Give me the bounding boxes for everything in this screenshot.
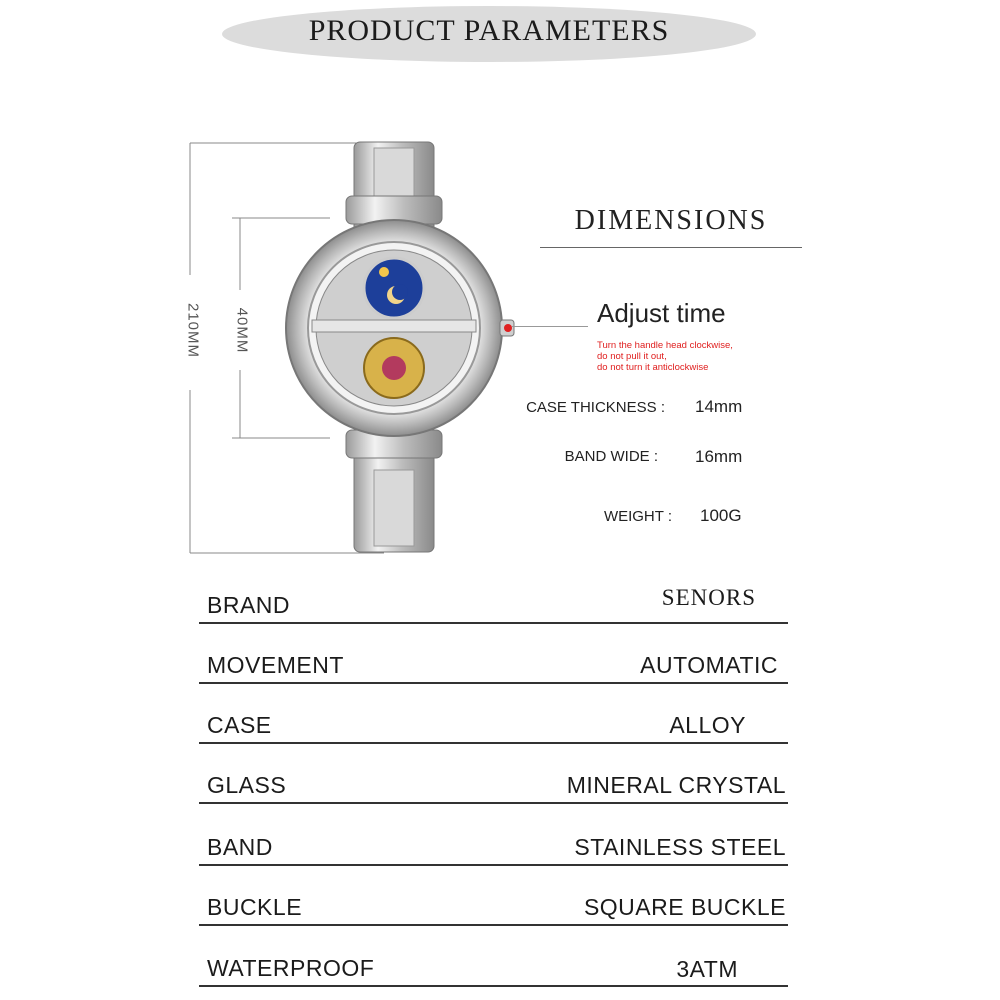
param-value-brand: SENORS [661, 585, 756, 610]
param-divider-band [199, 864, 788, 866]
crown-jewel [504, 324, 512, 332]
lower-bracelet-stones [374, 470, 414, 546]
spec-value-band-wide: 16mm [695, 447, 743, 466]
dimensions-underline [540, 247, 802, 248]
spec-value-case-thickness: 14mm [695, 397, 743, 416]
sun-icon [379, 267, 389, 277]
spec-value-weight: 100G [700, 506, 742, 525]
adjust-time-title: Adjust time [597, 298, 726, 328]
param-divider-movement [199, 682, 788, 684]
param-value-movement: AUTOMATIC [640, 652, 778, 678]
param-divider-buckle [199, 924, 788, 926]
param-label-glass: GLASS [207, 772, 287, 798]
total-length-label: 210MM [184, 302, 202, 359]
param-value-glass: MINERAL CRYSTAL [566, 772, 786, 798]
param-divider-brand [199, 622, 788, 624]
crown-pointer-line [512, 326, 588, 327]
param-label-case: CASE [207, 712, 272, 738]
spec-label-case-thickness: CASE THICKNESS : [526, 399, 665, 416]
param-divider-glass [199, 802, 788, 804]
dimensions-title: DIMENSIONS [574, 205, 768, 236]
adjust-time-note [597, 340, 733, 373]
spec-label-band-wide: BAND WIDE : [564, 448, 658, 465]
param-divider-waterproof [199, 985, 788, 987]
param-label-waterproof: WATERPROOF [207, 955, 375, 981]
case-diameter-label: 40MM [233, 307, 251, 354]
param-label-brand: BRAND [207, 592, 291, 618]
watch-image [170, 130, 530, 560]
param-value-buckle: SQUARE BUCKLE [583, 894, 786, 920]
param-value-waterproof: 3ATM [676, 956, 738, 982]
param-label-buckle: BUCKLE [207, 894, 303, 920]
param-divider-case [199, 742, 788, 744]
param-label-movement: MOVEMENT [207, 652, 344, 678]
dial-bridge [312, 320, 476, 332]
param-value-case: ALLOY [669, 712, 746, 738]
adjust-note-line-3: do not turn it anticlockwise [597, 362, 709, 373]
spec-label-weight: WEIGHT : [603, 508, 672, 525]
param-value-band: STAINLESS STEEL [574, 834, 786, 860]
page-title: PRODUCT PARAMETERS [308, 14, 670, 47]
adjust-note-line-1: Turn the handle head clockwise, [597, 340, 733, 351]
adjust-note-line-2: do not pull it out, [597, 351, 667, 362]
param-label-band: BAND [207, 834, 273, 860]
